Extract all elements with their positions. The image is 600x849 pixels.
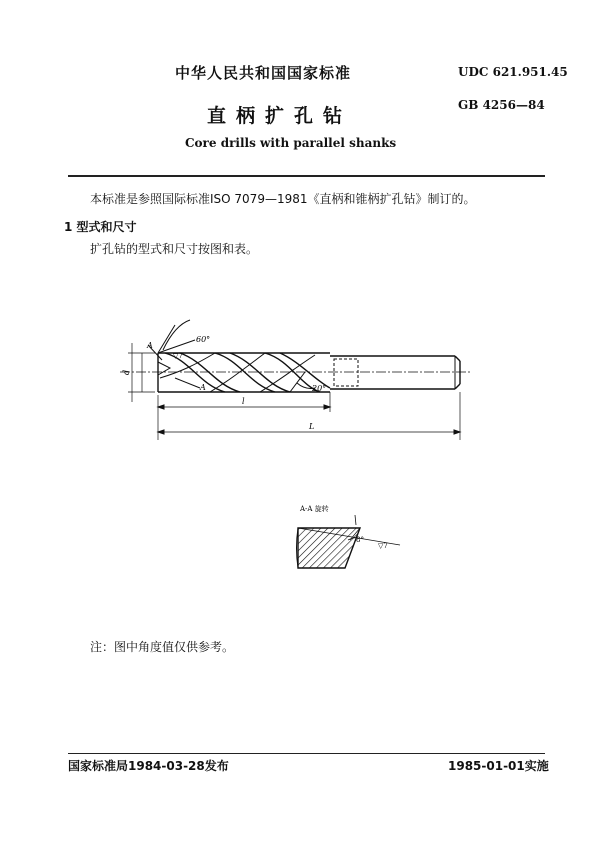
- angle-bottom-label: 20°: [312, 384, 327, 393]
- angle-top-label: 60°: [196, 335, 211, 344]
- section-title: A-A 旋转: [300, 505, 329, 513]
- roughness-label: ▽7: [173, 352, 183, 360]
- page-title: 直柄扩孔钻: [207, 105, 353, 127]
- dim-l-label: l: [242, 397, 245, 406]
- intro-paragraph: 本标准是参照国际标准ISO 7079—1981《直柄和锥柄扩孔钻》制订的。: [90, 192, 476, 206]
- footer-rule: [68, 753, 545, 754]
- implementation-date: 1985-01-01实施: [448, 759, 549, 773]
- gb-number: GB 4256—84: [458, 98, 545, 112]
- section-mark-top: A: [147, 341, 153, 350]
- english-title: Core drills with parallel shanks: [185, 136, 397, 150]
- section-angle-label: 8°: [356, 536, 364, 544]
- section-text: 扩孔钻的型式和尺寸按图和表。: [90, 242, 259, 256]
- section-roughness-label: ▽7: [378, 542, 388, 550]
- udc-code: UDC 621.951.45: [458, 65, 568, 79]
- dim-L-label: L: [309, 422, 315, 431]
- issue-date: 国家标准局1984-03-28发布: [68, 759, 229, 773]
- dim-d-label: d: [122, 369, 131, 375]
- standard-body: 中华人民共和国国家标准: [175, 64, 352, 82]
- section-mark-bottom: A: [200, 383, 206, 392]
- core-drill-drawing: [120, 320, 470, 440]
- section-heading: 1 型式和尺寸: [64, 220, 137, 234]
- figure-note: 注：图中角度值仅供参考。: [90, 640, 235, 654]
